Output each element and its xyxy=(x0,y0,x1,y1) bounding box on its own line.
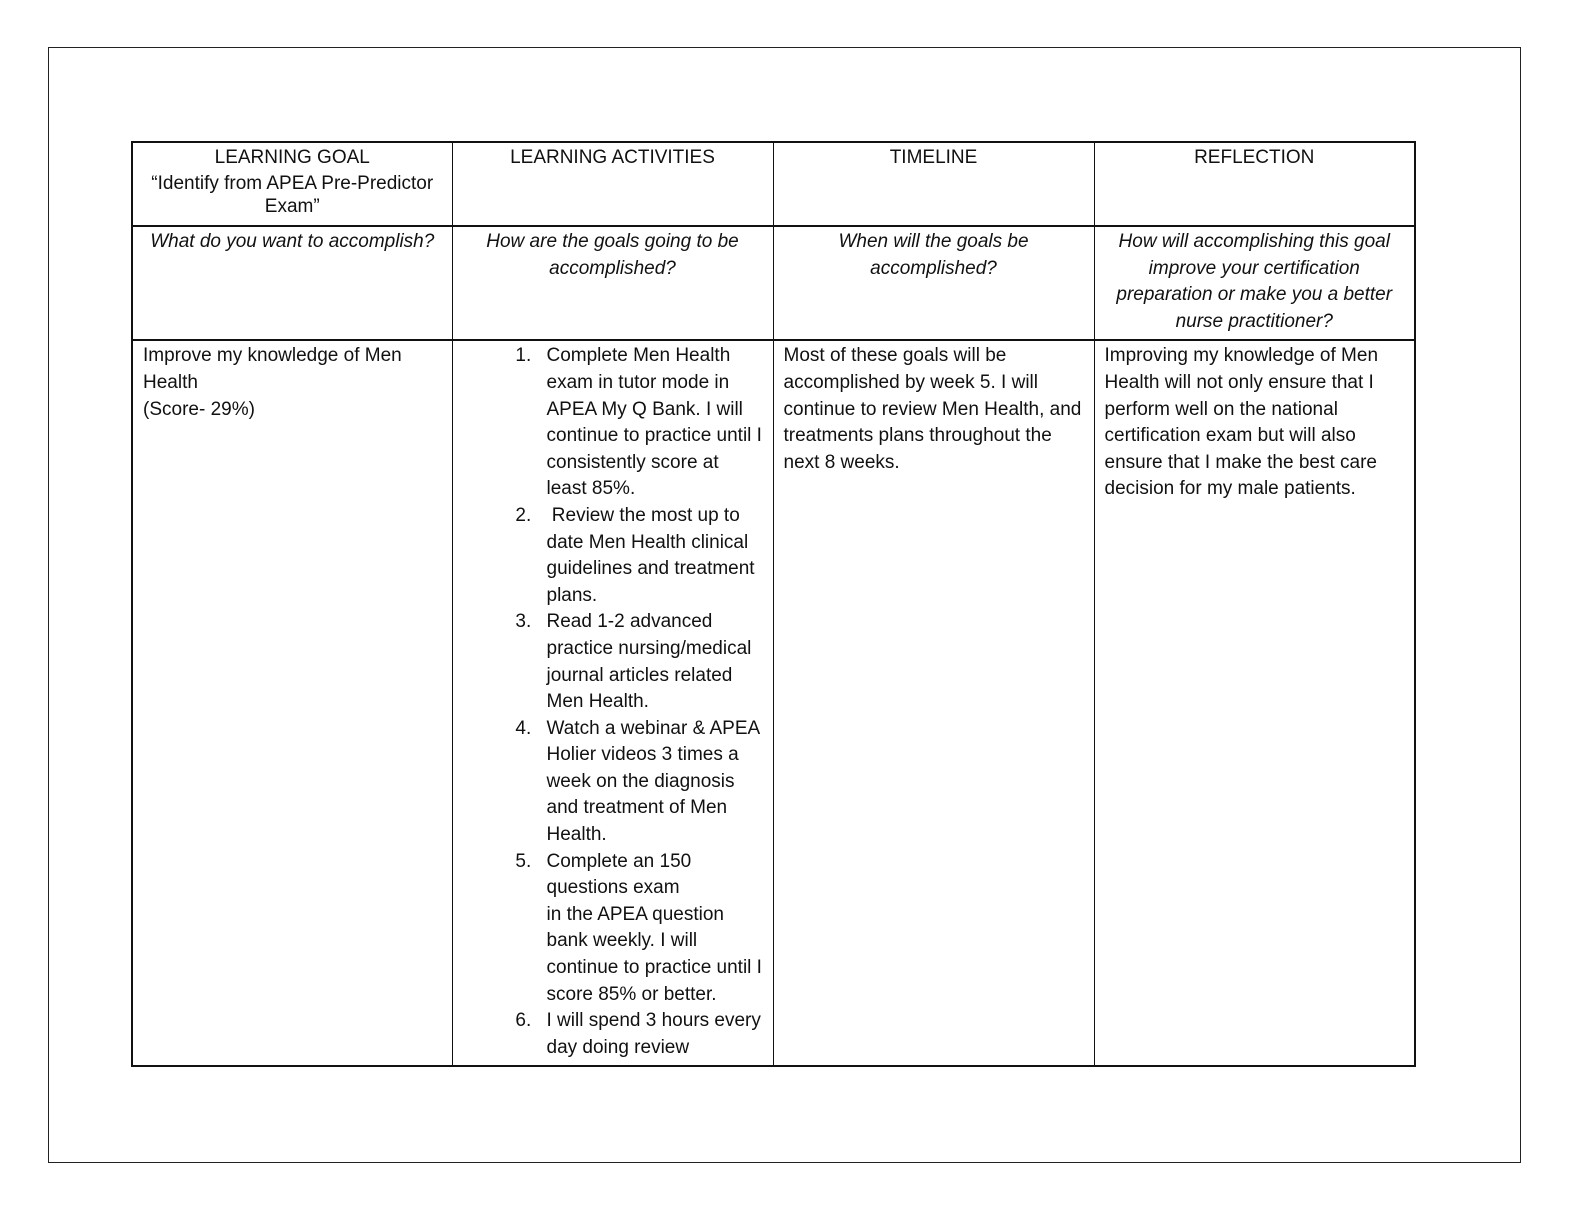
reflection-heading: REFLECTION xyxy=(1194,147,1315,168)
reflection-cell: Improving my knowledge of Men Health will not only ensure that I perform well on the national certification exam but will also ensure that I make the best care decision for my male patients. xyxy=(1094,340,1415,1066)
learning-activities-heading: LEARNING ACTIVITIES xyxy=(510,147,715,168)
header-cell-learning-goal xyxy=(132,142,452,226)
header-row xyxy=(132,142,1415,226)
list-item: 1. Complete Men Health exam in tutor mode in APEA My Q Bank. I will continue to practice until I consistently score at least 85%. xyxy=(537,343,763,503)
timeline-cell: Most of these goals will be accomplished by week 5. I will continue to review Men Health, and treatments plans throughout the next 8 weeks. xyxy=(773,340,1094,1066)
learning-goal-heading: LEARNING GOAL xyxy=(214,147,370,168)
list-item: 3. Read 1-2 advanced practice nursing/medical journal articles related Men Health. xyxy=(537,609,763,715)
prompt-cell-reflection: How will accomplishing this goal improve your certification preparation or make you a better nurse practitioner? xyxy=(1094,226,1415,340)
header-cell-learning-activities xyxy=(452,142,773,226)
activities-cell xyxy=(452,340,773,1066)
prompt-row xyxy=(132,226,1415,340)
header-cell-timeline xyxy=(773,142,1094,226)
learning-goal-subheading: “Identify from APEA Pre-Predictor Exam” xyxy=(151,172,434,217)
goal-text: Improve my knowledge of Men Health xyxy=(143,345,402,393)
list-item: 4. Watch a webinar & APEA Holier videos 3 times a week on the diagnosis and treatment of Men Health. xyxy=(537,716,763,849)
prompt-cell-activities: How are the goals going to be accomplished? xyxy=(452,226,773,340)
timeline-heading: TIMELINE xyxy=(889,147,978,168)
table-row xyxy=(132,340,1415,1066)
list-item: 2. Review the most up to date Men Health clinical guidelines and treatment plans. xyxy=(537,503,763,609)
prompt-cell-timeline: When will the goals be accomplished? xyxy=(773,226,1094,340)
list-item: 5. Complete an 150 questions exam in the APEA question bank weekly. I will continue to practice until I score 85% or better. xyxy=(537,849,763,1009)
learning-plan-table xyxy=(131,141,1416,1067)
list-item: 6. I will spend 3 hours every day doing review xyxy=(537,1008,763,1061)
activities-list xyxy=(463,343,763,1061)
prompt-cell-goal: What do you want to accomplish? xyxy=(132,226,452,340)
header-cell-reflection xyxy=(1094,142,1415,226)
goal-score: (Score- 29%) xyxy=(143,398,255,420)
goal-cell xyxy=(132,340,452,1066)
